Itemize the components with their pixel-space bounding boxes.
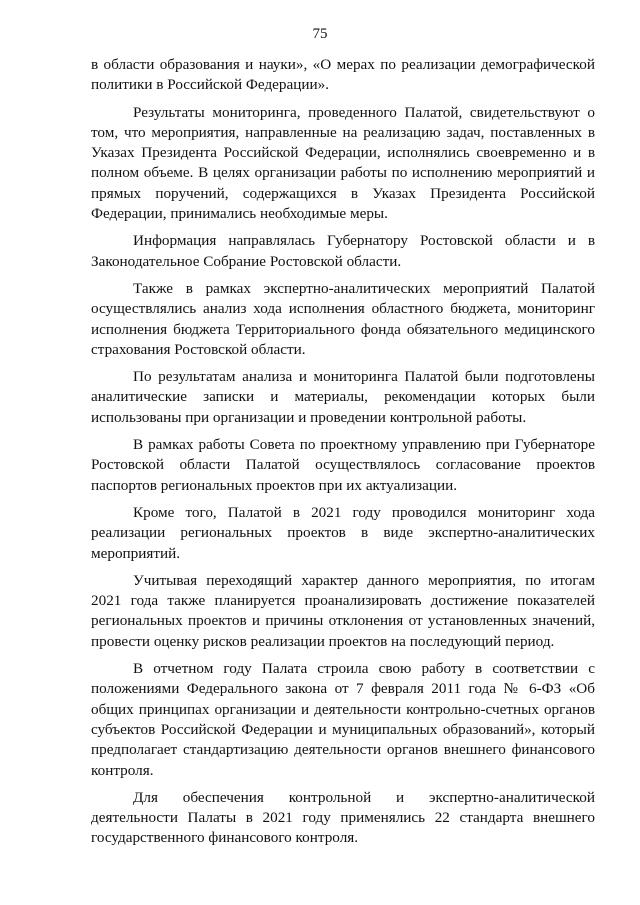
paragraph-project-council: В рамках работы Совета по проектному управлению при Губернаторе Ростовской области Палатой осуществлялось согласование проектов паспортов региональных проектов при их актуализации. — [91, 436, 595, 494]
paragraph-continuation: в области образования и науки», «О мерах по реализации демографической политики в Российской Федерации». — [91, 56, 595, 94]
document-body — [91, 55, 595, 856]
paragraph-regional-projects-monitoring: Кроме того, Палатой в 2021 году проводился мониторинг хода реализации региональных проектов в виде экспертно-аналитических мероприятий. — [91, 503, 595, 562]
paragraph-standards: Для обеспечения контрольной и экспертно-аналитической деятельности Палаты в 2021 году применялись 22 стандарта внешнего государственного финансового контроля. — [91, 788, 595, 847]
page-number: 75 — [312, 26, 328, 42]
paragraph-federal-law: В отчетном году Палата строила свою работу в соответствии с положениями Федерального закона от 7 февраля 2011 года № 6-ФЗ «Об общих принципах организации и деятельности контрольно-счетных органов субъектов Российской Федерации и муниципальных образований», который предполагает стандартизацию деятельности органов внешнего финансового контроля. — [91, 660, 595, 779]
paragraph-monitoring-results: Результаты мониторинга, проведенного Палатой, свидетельствуют о том, что мероприятия, направленные на реализацию задач, поставленных в Указах Президента Российской Федерации, исполнялись своевременно и в полном объеме. В целях организации работы по исполнению мероприятий и прямых поручений, содержащихся в Указах Президента Российской Федерации, принимались необходимые меры. — [91, 103, 595, 223]
paragraph-information-sent: Информация направлялась Губернатору Ростовской области и в Законодательное Собрание Ростовской области. — [91, 232, 595, 270]
paragraph-budget-analysis: Также в рамках экспертно-аналитических мероприятий Палатой осуществлялись анализ хода исполнения областного бюджета, мониторинг исполнения бюджета Территориального фонда обязательного медицинского страхования Ростовской области. — [91, 279, 595, 358]
paragraph-planned-analysis: Учитывая переходящий характер данного мероприятия, по итогам 2021 года также планируется проанализировать достижение показателей региональных проектов и причины отклонения от установленных значений, провести оценку рисков реализации проектов на последующий период. — [91, 571, 595, 650]
paragraph-analytical-notes: По результатам анализа и мониторинга Палатой были подготовлены аналитические записки и материалы, рекомендации которых были использованы при организации и проведении контрольной работы. — [91, 368, 595, 426]
